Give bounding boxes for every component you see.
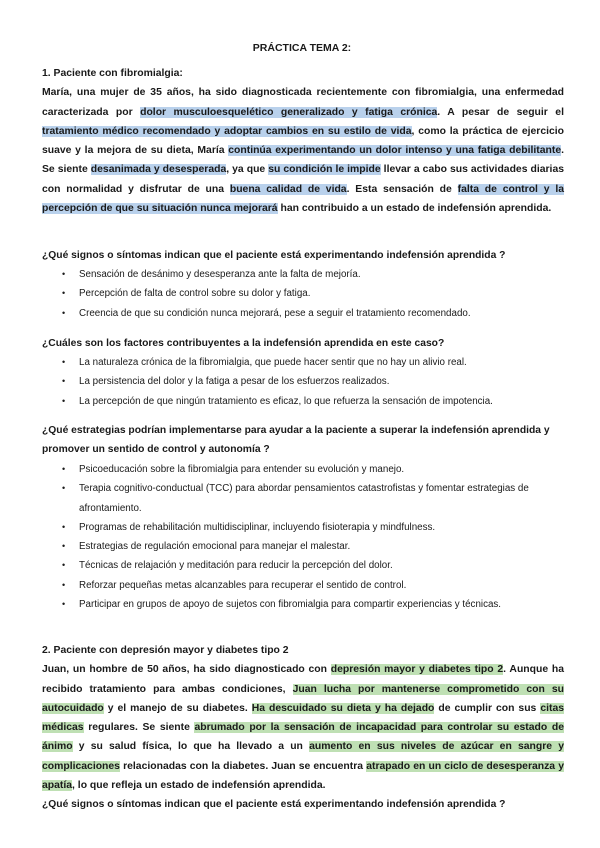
list-item: • Sensación de desánimo y desesperanza ante la falta de mejoría. bbox=[42, 265, 562, 284]
case1-heading: 1. Paciente con fibromialgia: bbox=[42, 68, 183, 79]
case2-text: regulares. Se siente bbox=[83, 722, 195, 734]
case1-text: , ya que bbox=[226, 164, 269, 176]
case1-text: llevar a cabo sus actividades diarias con normalidad y disfrutar de una bbox=[42, 164, 564, 195]
case2-text: y su salud física, lo que ha llevado a un bbox=[72, 741, 310, 753]
list-item: • Participar en grupos de apoyo de sujetos con fibromialgia para compartir experiencias y técnicas. bbox=[42, 595, 562, 614]
case1-paragraph bbox=[42, 64, 564, 218]
case1-text: . Se siente bbox=[42, 145, 564, 176]
list-item: • Estrategias de regulación emocional para manejar el malestar. bbox=[42, 537, 562, 556]
case1-signs-list bbox=[42, 265, 562, 323]
case1-question-strategies: ¿Qué estrategias podrían implementarse para ayudar a la paciente a superar la indefensión aprendida y promover un sentido de control y autonomía ? bbox=[42, 425, 550, 456]
case2-highlight: depresión mayor y diabetes tipo 2 bbox=[330, 664, 504, 676]
case2-text: relacionadas con la diabetes. Juan se encuentra bbox=[119, 760, 367, 772]
list-item: • Psicoeducación sobre la fibromialgia para entender su evolución y manejo. bbox=[42, 460, 562, 479]
case2-text: y el manejo de su diabetes. bbox=[103, 702, 252, 714]
case2-highlight: abrumado por la sensación de incapacidad para controlar su estado de ánimo bbox=[42, 722, 564, 753]
case1-highlight: desanimada y desesperada bbox=[90, 164, 227, 176]
case1-text: . A pesar de seguir el bbox=[437, 106, 564, 118]
case1-highlight: buena calidad de vida bbox=[229, 183, 347, 195]
case1-highlight: falta de control y la percepción de que su situación nunca mejorará bbox=[42, 183, 564, 215]
case2-highlight: atrapado en un ciclo de desesperanza y apatía bbox=[42, 760, 564, 792]
list-item: • La percepción de que ningún tratamiento es eficaz, lo que refuerza la sensación de impotencia. bbox=[42, 392, 562, 411]
case1-text: han contribuido a un estado de indefensión aprendida. bbox=[277, 203, 552, 215]
case2-text: , lo que refleja un estado de indefensión aprendida. bbox=[72, 780, 326, 792]
case1-highlight: su condición le impide bbox=[268, 164, 381, 176]
list-item: • Programas de rehabilitación multidisciplinar, incluyendo fisioterapia y mindfulness. bbox=[42, 518, 562, 537]
case1-text: María, una mujer de 35 años, ha sido diagnosticada recientemente con fibromialgia, una enfermedad caracterizada por bbox=[42, 87, 564, 118]
list-item: • La persistencia del dolor y la fatiga a pesar de los esfuerzos realizados. bbox=[42, 372, 562, 391]
case2-text: Juan, un hombre de 50 años, ha sido diagnosticado con bbox=[42, 664, 331, 676]
case2-question-signs: ¿Qué signos o síntomas indican que el paciente está experimentando indefensión aprendida ? bbox=[42, 799, 506, 810]
case1-question-signs: ¿Qué signos o síntomas indican que el paciente está experimentando indefensión aprendida ? bbox=[42, 250, 506, 261]
case1-highlight: tratamiento médico recomendado y adoptar cambios en su estilo de vida bbox=[42, 125, 412, 137]
case1-highlight: dolor musculoesquelético generalizado y fatiga crónica bbox=[140, 106, 438, 118]
case2-text: de cumplir con sus bbox=[434, 702, 541, 714]
case1-strategies-list bbox=[42, 460, 562, 614]
case2-highlight: aumento en sus niveles de azúcar en sangre y complicaciones bbox=[42, 741, 564, 772]
case1-factors-list bbox=[42, 353, 562, 411]
case1-text: . Esta sensación de bbox=[346, 183, 458, 195]
case2-highlight: Juan lucha por mantenerse comprometido con su autocuidado bbox=[42, 683, 564, 714]
page-title: PRÁCTICA TEMA 2: bbox=[252, 42, 352, 54]
case2-text: . Aunque ha recibido tratamiento para ambas condiciones, bbox=[42, 664, 564, 695]
list-item: • Terapia cognitivo-conductual (TCC) para abordar pensamientos catastrofistas y fomentar estrategias de afrontamiento. bbox=[42, 479, 562, 518]
case2-heading: 2. Paciente con depresión mayor y diabetes tipo 2 bbox=[42, 645, 289, 656]
list-item: • Técnicas de relajación y meditación para reducir la percepción del dolor. bbox=[42, 556, 562, 575]
case1-question-factors: ¿Cuáles son los factores contribuyentes a la indefensión aprendida en este caso? bbox=[42, 338, 445, 349]
case2-highlight: Ha descuidado su dieta y ha dejado bbox=[251, 702, 435, 714]
list-item: • Creencia de que su condición nunca mejorará, pese a seguir el tratamiento recomendado. bbox=[42, 304, 562, 323]
case1-highlight: continúa experimentando un dolor intenso y una fatiga debilitante bbox=[228, 145, 562, 157]
list-item: • Reforzar pequeñas metas alcanzables para recuperar el sentido de control. bbox=[42, 576, 562, 595]
list-item: • Percepción de falta de control sobre su dolor y fatiga. bbox=[42, 284, 562, 303]
case2-highlight: citas médicas bbox=[42, 702, 565, 734]
case2-paragraph bbox=[42, 641, 564, 795]
list-item: • La naturaleza crónica de la fibromialgia, que puede hacer sentir que no hay un alivio real. bbox=[42, 353, 562, 372]
case1-text: , como la práctica de ejercicio suave y la mejora de su dieta, María bbox=[42, 125, 565, 157]
